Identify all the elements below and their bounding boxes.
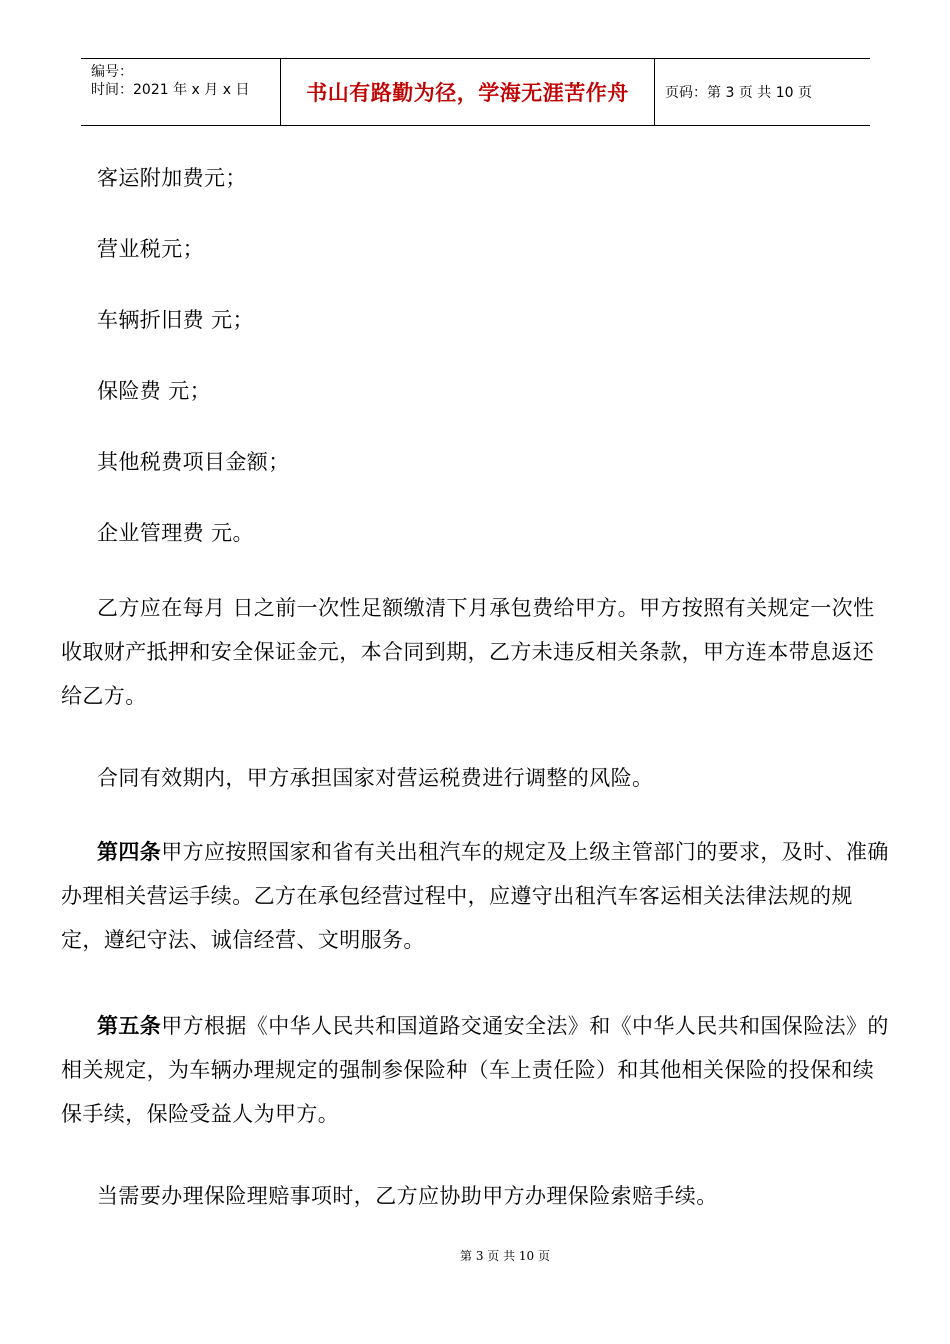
paragraph-depreciation: 车辆折旧费 元； — [97, 308, 254, 332]
article-five-text: 甲方根据《中华人民共和国道路交通安全法》和《中华人民共和国保险法》的相关规定，为车辆办理规定的强制参保险种（车上责任险）和其他相关保险的投保和续保手续，保险受益人为甲方。 — [61, 1014, 889, 1126]
header-page-cell — [655, 59, 870, 125]
header-motto-cell — [281, 59, 655, 125]
paragraph-other-taxes: 其他税费项目金额； — [97, 450, 290, 474]
document-time-label: 时间：2021 年 x 月 x 日 — [91, 82, 250, 98]
document-number-label: 编号： — [91, 64, 133, 80]
paragraph-claims: 当需要办理保险理赔事项时，乙方应协助甲方办理保险索赔手续。 — [97, 1184, 718, 1208]
paragraph-payment-terms: 乙方应在每月 日之前一次性足额缴清下月承包费给甲方。甲方按照有关规定一次性收取财产抵押和安全保证金元，本合同到期，乙方未违反相关条款，甲方连本带息返还给乙方。 — [61, 596, 875, 708]
paragraph-management-fee: 企业管理费 元。 — [97, 521, 254, 545]
page-footer: 第 3 页 共 10 页 — [460, 1249, 550, 1263]
paragraph-article-five — [61, 1004, 891, 1136]
header-motto: 书山有路勤为径，学海无涯苦作舟 — [306, 81, 629, 105]
paragraph-passenger-surcharge: 客运附加费元； — [97, 166, 247, 190]
article-four-title: 第四条 — [97, 840, 162, 864]
paragraph-article-four — [61, 830, 891, 962]
header-info-cell — [81, 59, 281, 125]
paragraph-tax-risk: 合同有效期内，甲方承担国家对营运税费进行调整的风险。 — [97, 766, 654, 790]
article-four-text: 甲方应按照国家和省有关出租汽车的规定及上级主管部门的要求，及时、准确办理相关营运手续。乙方在承包经营过程中，应遵守出租汽车客运相关法律法规的规定，遵纪守法、诚信经营、文明服务。 — [61, 840, 889, 952]
paragraph-insurance: 保险费 元； — [97, 379, 212, 403]
paragraph-business-tax: 营业税元； — [97, 237, 204, 261]
header-page-number: 页码：第 3 页 共 10 页 — [665, 85, 812, 101]
document-header — [81, 58, 870, 126]
article-five-title: 第五条 — [97, 1014, 162, 1038]
